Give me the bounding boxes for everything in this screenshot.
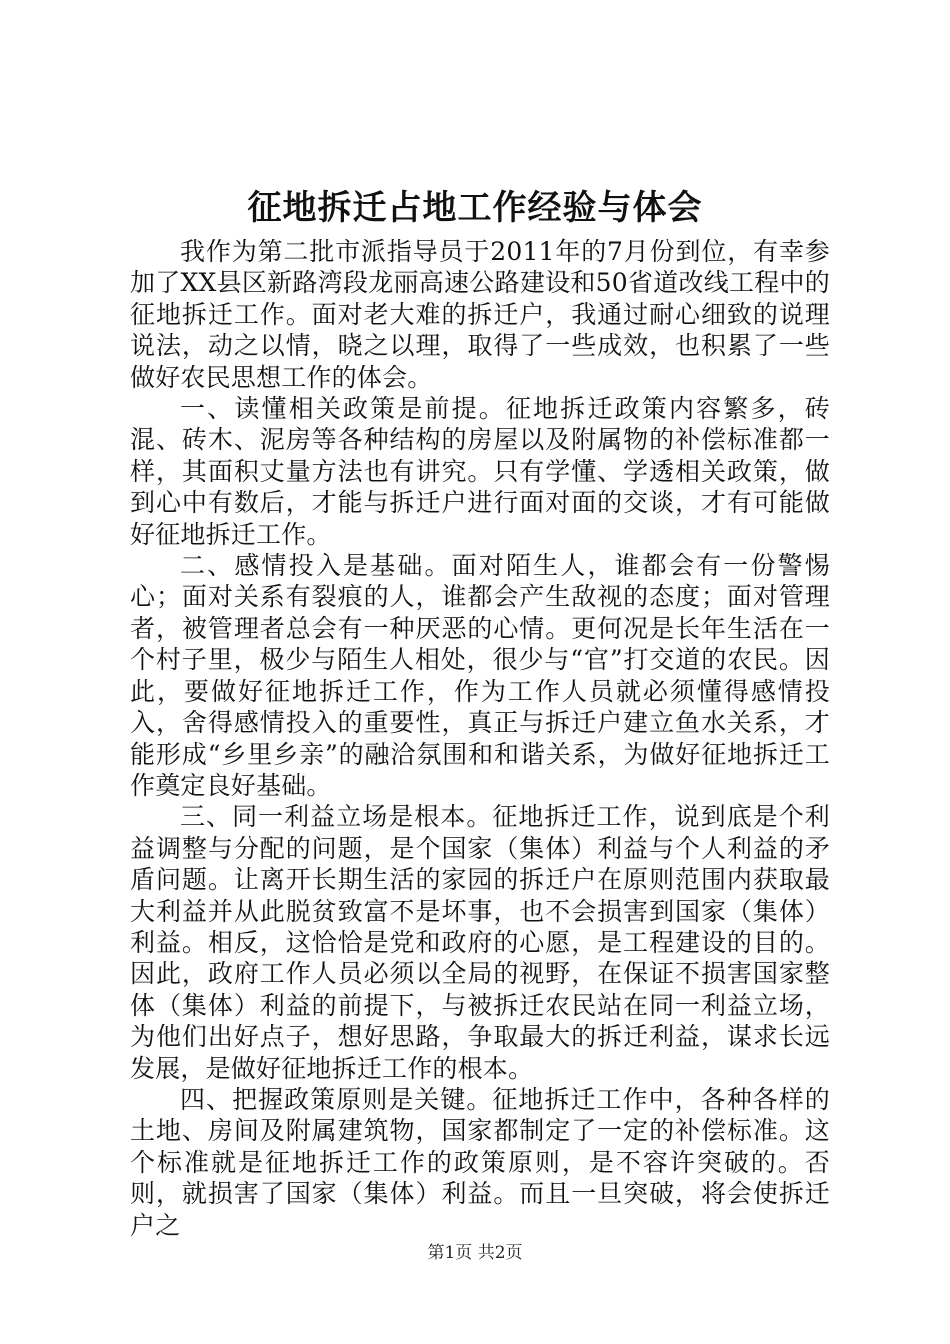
paragraph-section-1: 一、读懂相关政策是前提。征地拆迁政策内容繁多，砖混、砖木、泥房等各种结构的房屋以及附属物的补偿标准都一样，其面积丈量方法也有讲究。只有学懂、学透相关政策，做到心中有数后，才能与拆迁户进行面对面的交谈，才有可能做好征地拆迁工作。	[130, 394, 830, 549]
paragraph-section-3: 三、同一利益立场是根本。征地拆迁工作，说到底是个利益调整与分配的问题，是个国家（集体）利益与个人利益的矛盾问题。让离开长期生活的家园的拆迁户在原则范围内获取最大利益并从此脱贫致富不是坏事，也不会损害到国家（集体）利益。相反，这恰恰是党和政府的心愿，是工程建设的目的。因此，政府工作人员必须以全局的视野，在保证不损害国家整体（集体）利益的前提下，与被拆迁农民站在同一利益立场，为他们出好点子，想好思路，争取最大的拆迁利益，谋求长远发展，是做好征地拆迁工作的根本。	[130, 802, 830, 1083]
paragraph-section-2: 二、感情投入是基础。面对陌生人，谁都会有一份警惕心；面对关系有裂痕的人，谁都会产生敌视的态度；面对管理者，被管理者总会有一种厌恶的心情。更何况是长年生活在一个村子里，极少与陌生人相处，很少与“官”打交道的农民。因此，要做好征地拆迁工作，作为工作人员就必须懂得感情投入，舍得感情投入的重要性，真正与拆迁户建立鱼水关系，才能形成“乡里乡亲”的融洽氛围和和谐关系，为做好征地拆迁工作奠定良好基础。	[130, 551, 830, 800]
page-number-footer: 第1页 共2页	[427, 1243, 523, 1263]
paragraph-intro: 我作为第二批市派指导员于2011年的7月份到位，有幸参加了XX县区新路湾段龙丽高速公路建设和50省道改线工程中的征地拆迁工作。面对老大难的拆迁户，我通过耐心细致的说理说法，动之以情，晓之以理，取得了一些成效，也积累了一些做好农民思想工作的体会。	[130, 237, 830, 392]
paragraph-section-4: 四、把握政策原则是关键。征地拆迁工作中，各种各样的土地、房间及附属建筑物，国家都制定了一定的补偿标准。这个标准就是征地拆迁工作的政策原则，是不容许突破的。否则，就损害了国家（集体）利益。而且一旦突破，将会使拆迁户之	[130, 1084, 830, 1240]
document-body	[130, 236, 830, 1241]
document-title: 征地拆迁占地工作经验与体会	[247, 188, 703, 228]
